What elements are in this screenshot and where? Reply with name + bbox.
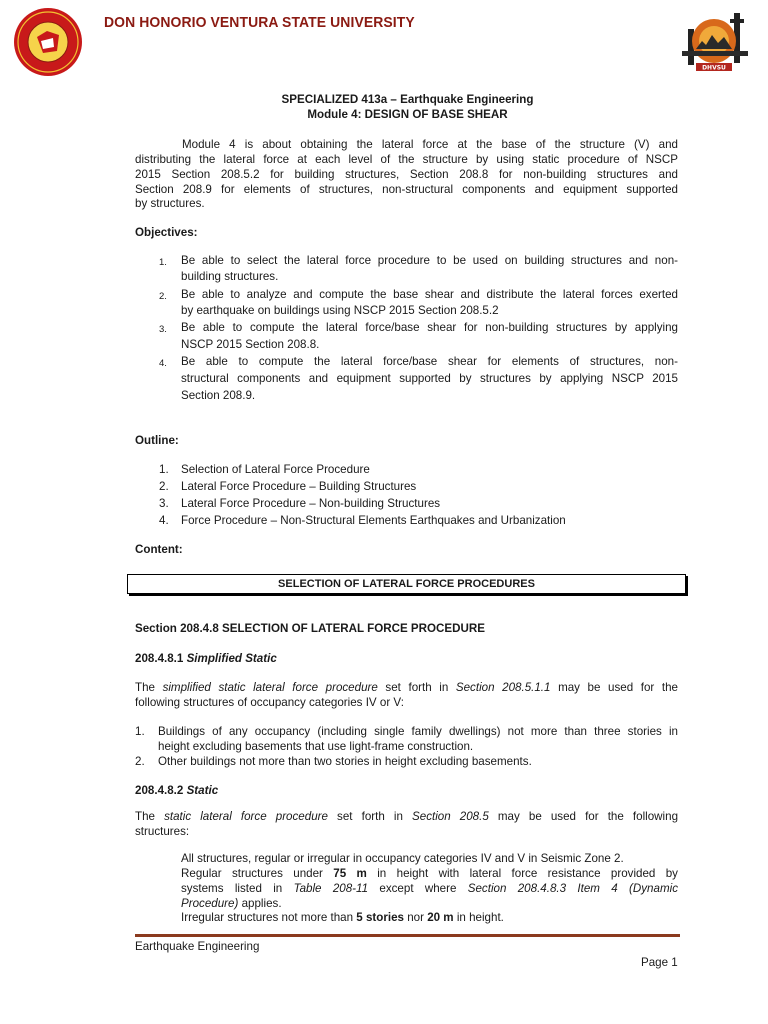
university-seal-logo [13,7,83,77]
intro-line-2: distributing the lateral force at each level of the structure by using static procedure of NSCP [135,153,678,166]
outline-4-number: 4. [159,514,169,527]
s1-item-2-number: 2. [135,755,145,768]
s2-item-2-line-1: Regular structures under 75 m in height with lateral force resistance provided by [181,867,678,880]
outline-3-text: Lateral Force Procedure – Non-building Structures [181,497,441,510]
objective-2-line-2: by earthquake on buildings using NSCP 2015 Section 208.5.2 [181,304,499,317]
objective-1-line-1: Be able to select the lateral force procedure to be used on building structures and non- [181,254,678,267]
outline-4-text: Force Procedure – Non-Structural Elements Earthquakes and Urbanization [181,514,566,527]
subsection-2-paragraph-line-1: The static lateral force procedure set forth in Section 208.5 may be used for the following [135,810,679,823]
dhvsu-logo [678,11,752,73]
subsection-2-heading [135,784,218,799]
objective-4-line-3: Section 208.9. [181,389,256,402]
s1-item-1-line-1: Buildings of any occupancy (including single family dwellings) not more than three stories in [158,725,678,738]
s1-item-2-line-1: Other buildings not more than two stories in height excluding basements. [158,755,532,768]
objective-1-number: 1. [159,257,167,268]
outline-2-text: Lateral Force Procedure – Building Structures [181,480,417,493]
section-title-box-text: SELECTION OF LATERAL FORCE PROCEDURES [278,578,535,590]
s2-item-1: All structures, regular or irregular in occupancy categories IV and V in Seismic Zone 2. [181,852,624,865]
s2-item-3: Irregular structures not more than 5 stories nor 20 m in height. [181,911,504,924]
subsection-1-number: 208.4.8.1 [135,652,187,665]
footer-rule [135,934,680,937]
content-heading: Content: [135,543,183,556]
section-heading: Section 208.4.8 SELECTION OF LATERAL FORCE PROCEDURE [135,622,486,635]
intro-line-4: Section 208.9 for elements of structures, non-structural components and equipment supported [135,183,678,196]
objective-2-number: 2. [159,291,167,302]
module-title: Module 4: DESIGN OF BASE SHEAR [307,108,508,121]
outline-1-number: 1. [159,463,169,476]
objective-4-number: 4. [159,358,167,369]
section-title-box [127,574,686,594]
intro-line-5: by structures. [135,197,205,210]
objective-1-line-2: building structures. [181,270,279,283]
term-static-procedure: static lateral force procedure [164,810,328,823]
s2-item-2-line-2: systems listed in Table 208-11 except where Section 208.4.8.3 Item 4 (Dynamic [181,882,678,895]
objective-4-line-1: Be able to compute the lateral force/base shear for elements of structures, non- [181,355,678,368]
ref-section-208-5-1-1: Section 208.5.1.1 [455,681,551,694]
objectives-heading: Objectives: [135,226,198,239]
intro-line-3: 2015 Section 208.5.2 for building structures, Section 208.8 for non-building structures and [135,168,678,181]
intro-line-1: Module 4 is about obtaining the lateral force at the base of the structure (V) and [182,138,678,151]
ref-section-208-5: Section 208.5 [412,810,489,823]
outline-heading: Outline: [135,434,179,447]
objective-3-line-1: Be able to compute the lateral force/base shear for non-building structures by applying [181,321,678,334]
subsection-1-paragraph-line-1: The simplified static lateral force procedure set forth in Section 208.5.1.1 may be used for the [135,681,678,694]
outline-1-text: Selection of Lateral Force Procedure [181,463,370,476]
footer-course-label: Earthquake Engineering [135,940,260,953]
university-name: DON HONORIO VENTURA STATE UNIVERSITY [104,14,415,31]
s2-item-2-line-3: Procedure) applies. [181,897,282,910]
footer-page-number: Page 1 [641,956,678,969]
objective-3-number: 3. [159,324,167,335]
s1-item-1-number: 1. [135,725,145,738]
objective-4-line-2: structural components and equipment supported by structures by applying NSCP 2015 [181,372,678,385]
subsection-2-title: Static [186,784,219,797]
outline-2-number: 2. [159,480,169,493]
course-title: SPECIALIZED 413a – Earthquake Engineering [281,93,534,106]
objective-3-line-2: NSCP 2015 Section 208.8. [181,338,320,351]
subsection-1-title: Simplified Static [186,652,277,665]
dhvsu-logo-text: DHVSU [702,64,726,72]
objective-2-line-1: Be able to analyze and compute the base shear and distribute the lateral forces exerted [181,288,678,301]
subsection-2-number: 208.4.8.2 [135,784,187,797]
subsection-2-paragraph-line-2: structures: [135,825,190,838]
term-simplified-static: simplified static lateral force procedure [162,681,378,694]
s1-item-1-line-2: height excluding basements that use light-frame construction. [158,740,474,753]
outline-3-number: 3. [159,497,169,510]
subsection-1-heading [135,652,277,667]
subsection-1-paragraph-line-2: following structures of occupancy categories IV or V: [135,696,404,709]
